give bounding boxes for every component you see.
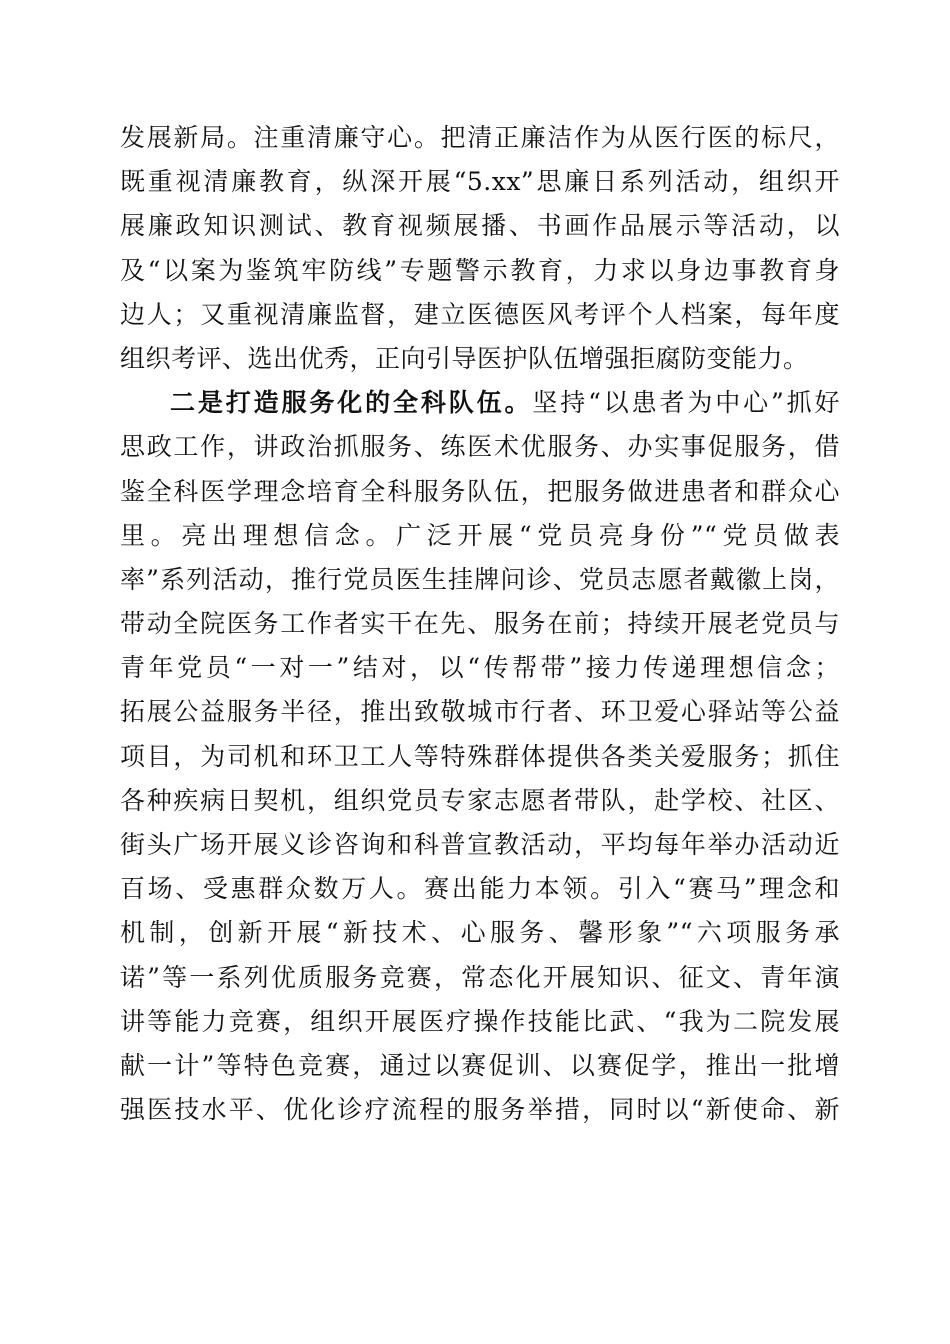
text-segment: 坚持“以患者为中心”抓好 [532,388,840,418]
body-text [120,116,840,1132]
text-line: 各种疾病日契机，组织党员专家志愿者带队，赴学校、社区、 [120,785,840,815]
text-line: 带动全院医务工作者实干在先、服务在前；持续开展老党员与 [120,609,840,639]
text-line: 鉴全科医学理念培育全科服务队伍，把服务做进患者和群众心 [120,476,840,506]
text-line: 诺”等一系列优质服务竞赛，常态化开展知识、征文、青年演 [120,962,840,992]
text-line: 边人；又重视清廉监督，建立医德医风考评个人档案，每年度 [120,299,840,329]
text-line: 青年党员“一对一”结对，以“传帮带”接力传递理想信念； [120,653,840,683]
text-line: 思政工作，讲政治抓服务、练医术优服务、办实事促服务，借 [120,432,840,462]
text-line: 献一计”等特色竞赛，通过以赛促训、以赛促学，推出一批增 [120,1050,840,1080]
text-line: 讲等能力竞赛，组织开展医疗操作技能比武、“我为二院发展 [120,1006,840,1036]
text-line: 百场、受惠群众数万人。赛出能力本领。引入“赛马”理念和 [120,874,840,904]
text-line: 发展新局。注重清廉守心。把清正廉洁作为从医行医的标尺， [120,123,840,152]
text-line: 及“以案为鉴筑牢防线”专题警示教育，力求以身边事教育身 [120,255,840,285]
text-line: 强医技水平、优化诊疗流程的服务举措，同时以“新使命、新 [120,1095,840,1125]
text-line: 组织考评、选出优秀，正向引导医护队伍增强拒腐防变能力。 [120,343,809,373]
paragraph-2-first-line [120,381,840,425]
text-line: 项目，为司机和环卫工人等特殊群体提供各类关爱服务；抓住 [120,741,840,771]
text-line: 率”系列活动，推行党员医生挂牌问诊、党员志愿者戴徽上岗， [120,564,840,594]
section-heading: 二是打造服务化的全科队伍。 [170,388,533,418]
text-line: 机制，创新开展“新技术、心服务、馨形象”“六项服务承 [120,918,840,948]
text-line: 拓展公益服务半径，推出致敬城市行者、环卫爱心驿站等公益 [120,697,840,727]
text-line: 街头广场开展义诊咨询和科普宣教活动，平均每年举办活动近 [120,830,840,859]
text-line: 既重视清廉教育，纵深开展“5.xx”思廉日系列活动，组织开 [120,167,840,197]
text-line: 里。亮出理想信念。广泛开展“党员亮身份”“党员做表 [120,520,840,550]
text-line: 展廉政知识测试、教育视频展播、书画作品展示等活动，以 [120,211,840,241]
